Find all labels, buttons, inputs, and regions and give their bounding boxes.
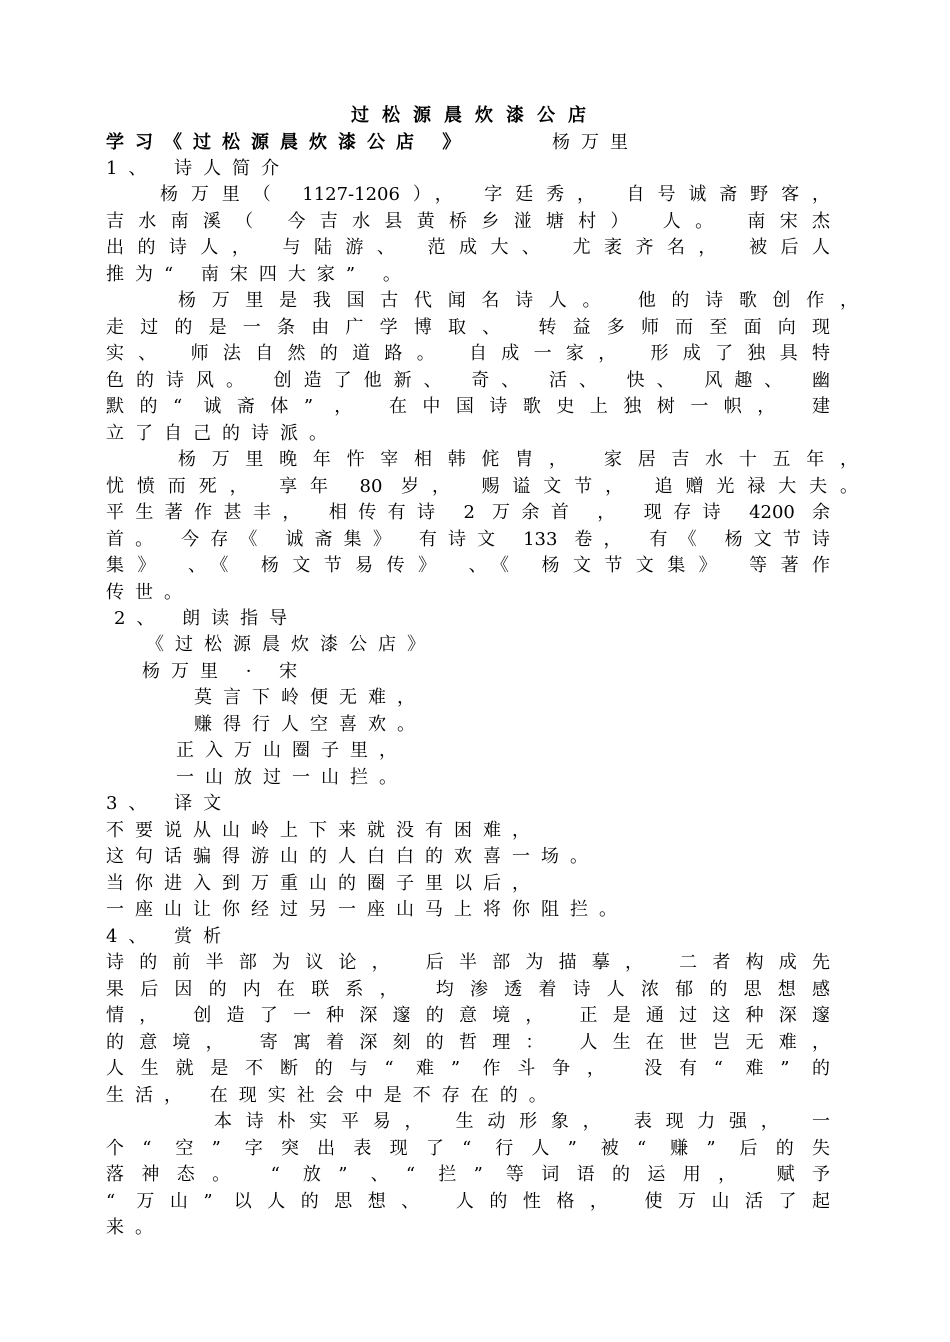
section-heading-poet-intro: 1、 诗人简介 xyxy=(106,158,291,179)
translation-line: 当你进入到万重山的圈子里以后， xyxy=(106,873,541,894)
paragraph-line: 首。 今存《 诚斋集》 有诗文 133 卷， 有《 杨文节诗 xyxy=(106,529,830,550)
section-heading-appreciation: 4、 赏析 xyxy=(106,926,233,947)
paragraph-line: 诗的前半部为议论， 后半部为描摹， 二者构成先 xyxy=(106,952,830,973)
subtitle-author: 杨万里 xyxy=(552,132,639,153)
paragraph-line: 来。 xyxy=(106,1217,164,1238)
paragraph-line: 个“ 空” 字突出表现了“ 行人” 被“ 赚” 后的失 xyxy=(106,1138,830,1159)
paragraph-line: 吉水南溪（ 今吉水县黄桥乡湴塘村） 人。 南宋杰 xyxy=(106,211,830,232)
poem-line: 正入万山圈子里， xyxy=(176,740,408,761)
paragraph-line: 人生就是不断的与“ 难” 作斗争， 没有“ 难” 的 xyxy=(106,1058,830,1079)
paragraph-line: 默的“ 诚斋体” ， 在中国诗歌史上独树一帜， 建 xyxy=(106,396,830,417)
paragraph-line: 本诗朴实平易， 生动形象， 表现力强， 一 xyxy=(214,1111,830,1132)
paragraph-line: 的意境， 寄寓着深刻的哲理： 人生在世岂无难， xyxy=(106,1032,830,1053)
poem-title: 《过松源晨炊漆公店》 xyxy=(146,634,436,655)
paragraph-line: 杨万里是我国古代闻名诗人。 他的诗歌创作， xyxy=(178,290,858,311)
translation-line: 一座山让你经过另一座山马上将你阻拦。 xyxy=(106,899,628,920)
paragraph-line: 推为“ 南宋四大家” 。 xyxy=(106,264,412,285)
paragraph-line: 走过的是一条由广学博取、 转益多师而至面向现 xyxy=(106,317,830,338)
subtitle: 学习《过松源晨炊漆公店 》 xyxy=(106,132,472,153)
paragraph-line: 生活， 在现实社会中是不存在的。 xyxy=(106,1085,558,1106)
translation-line: 这句话骗得游山的人白白的欢喜一场。 xyxy=(106,846,599,867)
paragraph-line: 情， 创造了一种深邃的意境， 正是通过这种深邃 xyxy=(106,1005,830,1026)
poem-line: 一山放过一山拦。 xyxy=(176,767,408,788)
paragraph-line: 传世。 xyxy=(106,582,193,603)
paragraph-line: 平生著作甚丰， 相传有诗 2 万余首 ， 现存诗 4200 余 xyxy=(106,502,830,523)
poem-author: 杨万里 · 宋 xyxy=(142,661,309,682)
paragraph-line: 落神态。 “ 放” 、“ 拦” 等词语的运用， 赋予 xyxy=(106,1164,830,1185)
paragraph-line: 杨万里（ 1127-1206）， 字廷秀， 自号诚斋野客， xyxy=(160,184,830,205)
paragraph-line: 立了自己的诗派。 xyxy=(106,423,338,444)
paragraph-line: 杨万里晚年忤宰相韩侂胄， 家居吉水十五年， xyxy=(178,449,858,470)
paragraph-line: 忧愤而死， 享年 80 岁， 赐谥文节， 追赠光禄大夫。 xyxy=(106,476,858,497)
paragraph-line: 出的诗人， 与陆游、 范成大、 尤袤齐名， 被后人 xyxy=(106,237,830,258)
paragraph-line: 果后因的内在联系， 均渗透着诗人浓郁的思想感 xyxy=(106,979,830,1000)
section-heading-reading-guide: 2、 朗读指导 xyxy=(114,608,299,629)
document-title: 过松源晨炊漆公店 xyxy=(351,105,599,126)
paragraph-line: “ 万山” 以人的思想、 人的性格， 使万山活了起 xyxy=(106,1191,830,1212)
paragraph-line: 集》 、《 杨文节易传》 、《 杨文节文集》 等著作 xyxy=(106,555,830,576)
translation-line: 不要说从山岭上下来就没有困难， xyxy=(106,820,541,841)
poem-line: 赚得行人空喜欢。 xyxy=(194,714,426,735)
section-heading-translation: 3、 译文 xyxy=(106,793,233,814)
paragraph-line: 实、 师法自然的道路。 自成一家， 形成了独具特 xyxy=(106,343,830,364)
poem-line: 莫言下岭便无难， xyxy=(194,687,426,708)
paragraph-line: 色的诗风。 创造了他新、 奇、 活、 快、 风趣、 幽 xyxy=(106,370,830,391)
